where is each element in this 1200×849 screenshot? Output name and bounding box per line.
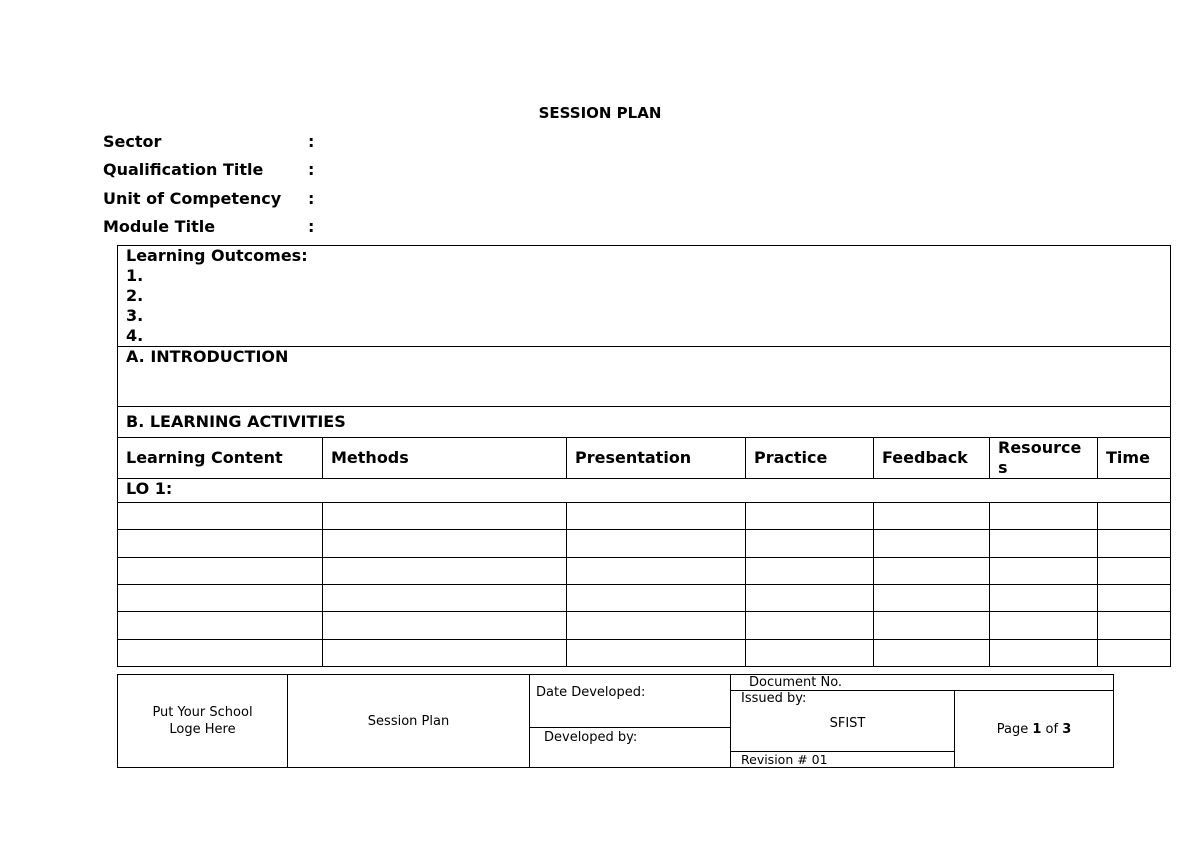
table-cell[interactable] (746, 612, 874, 640)
learning-outcome-item: 3. (126, 306, 144, 325)
page-of: of (1045, 721, 1059, 737)
table-cell[interactable] (118, 503, 323, 530)
table-row (118, 585, 1171, 612)
field-colon: : (308, 160, 315, 179)
learning-outcomes-heading: Learning Outcomes: (126, 246, 308, 265)
col-header-presentation: Presentation (567, 438, 746, 479)
table-cell[interactable] (874, 640, 990, 667)
table-cell[interactable] (990, 612, 1098, 640)
table-cell[interactable] (118, 640, 323, 667)
date-developed-label: Date Developed: (530, 675, 731, 728)
table-cell[interactable] (1098, 558, 1171, 585)
table-cell[interactable] (323, 640, 567, 667)
issuer-name: SFIST (829, 716, 866, 731)
learning-outcomes-cell (118, 246, 1171, 347)
table-cell[interactable] (1098, 640, 1171, 667)
table-row (118, 530, 1171, 558)
col-header-feedback: Feedback (874, 438, 990, 479)
introduction-heading: A. INTRODUCTION (118, 347, 1171, 407)
session-plan-table (117, 245, 1171, 667)
table-cell[interactable] (323, 530, 567, 558)
table-cell[interactable] (990, 585, 1098, 612)
table-row (118, 640, 1171, 667)
table-cell[interactable] (746, 585, 874, 612)
table-cell[interactable] (567, 558, 746, 585)
page-number (955, 691, 1114, 768)
learning-outcomes-row (118, 246, 1171, 347)
page-prefix: Page (996, 721, 1029, 737)
page-current: 1 (1032, 721, 1042, 737)
table-cell[interactable] (567, 612, 746, 640)
document-no-label: Document No. (731, 675, 1114, 691)
col-header-practice: Practice (746, 438, 874, 479)
table-cell[interactable] (1098, 503, 1171, 530)
field-colon: : (308, 132, 315, 151)
learning-outcome-item: 2. (126, 286, 144, 305)
learning-outcome-item: 4. (126, 326, 144, 345)
table-cell[interactable] (874, 612, 990, 640)
page-total: 3 (1062, 721, 1072, 737)
table-cell[interactable] (567, 530, 746, 558)
issued-by-cell (731, 691, 955, 752)
document-title: Session Plan (288, 675, 530, 768)
table-cell[interactable] (1098, 612, 1171, 640)
table-cell[interactable] (874, 530, 990, 558)
table-cell[interactable] (746, 640, 874, 667)
learning-outcome-item: 1. (126, 266, 144, 285)
table-cell[interactable] (323, 558, 567, 585)
table-cell[interactable] (746, 558, 874, 585)
developed-by-label: Developed by: (530, 728, 731, 768)
table-cell[interactable] (1098, 530, 1171, 558)
field-colon: : (308, 189, 315, 208)
lo-row (118, 479, 1171, 503)
table-cell[interactable] (567, 640, 746, 667)
field-label-unit-of-competency: Unit of Competency (103, 189, 282, 208)
table-cell[interactable] (990, 640, 1098, 667)
table-cell[interactable] (323, 585, 567, 612)
field-label-module-title: Module Title (103, 217, 216, 236)
introduction-row (118, 347, 1171, 407)
col-header-time: Time (1098, 438, 1171, 479)
school-logo-text: Put Your School Loge Here (152, 705, 253, 737)
table-cell[interactable] (990, 558, 1098, 585)
document-footer (117, 674, 1114, 768)
learning-activities-row (118, 407, 1171, 438)
table-cell[interactable] (118, 612, 323, 640)
table-cell[interactable] (118, 585, 323, 612)
column-header-row (118, 438, 1171, 479)
table-cell[interactable] (874, 558, 990, 585)
table-cell[interactable] (874, 585, 990, 612)
table-cell[interactable] (746, 530, 874, 558)
field-label-sector: Sector (103, 132, 162, 151)
page-title: SESSION PLAN (538, 104, 662, 122)
table-cell[interactable] (990, 530, 1098, 558)
school-logo-placeholder (118, 675, 288, 768)
table-cell[interactable] (874, 503, 990, 530)
learning-activities-heading: B. LEARNING ACTIVITIES (118, 407, 1171, 438)
table-cell[interactable] (990, 503, 1098, 530)
table-cell[interactable] (567, 585, 746, 612)
field-colon: : (308, 217, 315, 236)
revision-label: Revision # 01 (731, 752, 955, 768)
table-cell[interactable] (567, 503, 746, 530)
col-header-resources: Resource s (990, 438, 1098, 479)
table-row (118, 612, 1171, 640)
lo-label: LO 1: (118, 479, 1171, 503)
col-header-methods: Methods (323, 438, 567, 479)
table-cell[interactable] (118, 558, 323, 585)
table-cell[interactable] (323, 612, 567, 640)
col-header-learning-content: Learning Content (118, 438, 323, 479)
table-row (118, 503, 1171, 530)
table-cell[interactable] (746, 503, 874, 530)
table-row (118, 558, 1171, 585)
table-cell[interactable] (1098, 585, 1171, 612)
table-cell[interactable] (118, 530, 323, 558)
field-label-qualification-title: Qualification Title (103, 160, 264, 179)
issued-by-label: Issued by: (741, 691, 807, 706)
table-cell[interactable] (323, 503, 567, 530)
